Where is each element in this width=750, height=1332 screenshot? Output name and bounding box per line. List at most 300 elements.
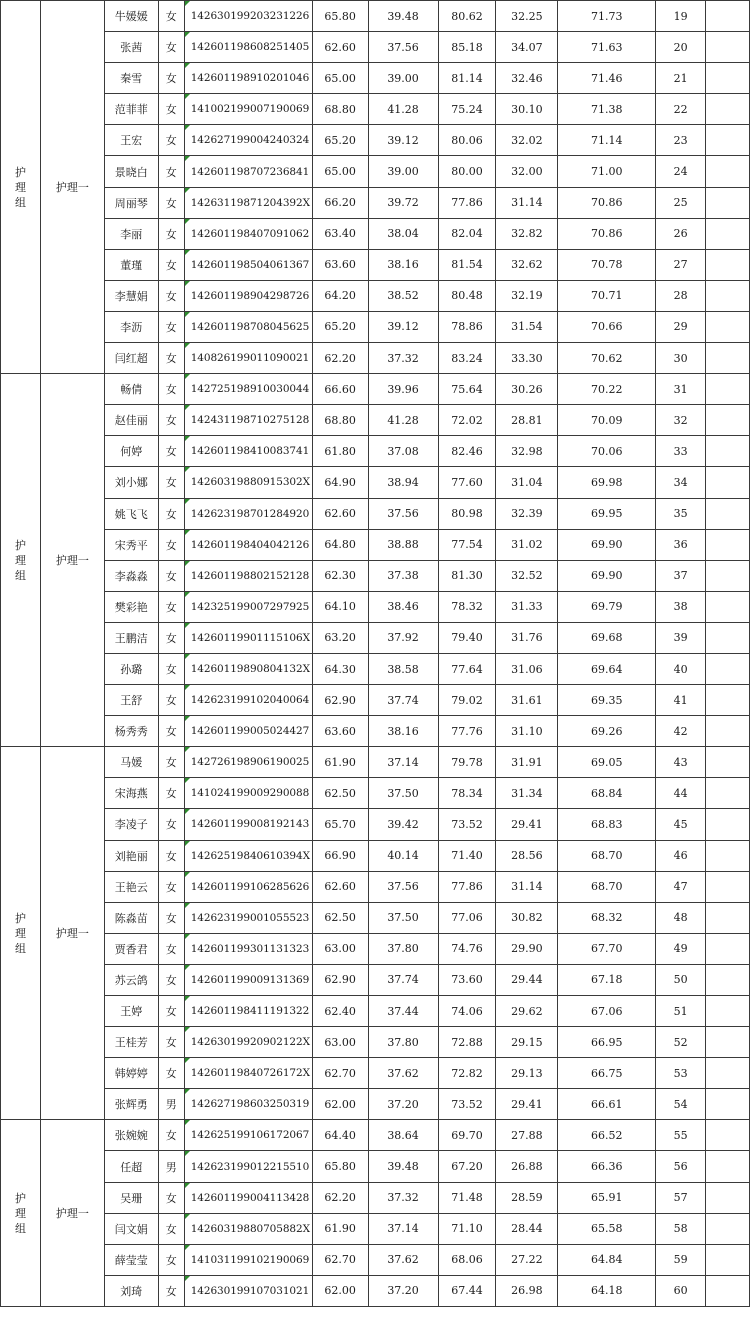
id-number-cell: 142630199107031021 — [184, 1275, 312, 1306]
score-cell: 71.48 — [438, 1182, 496, 1213]
gender-cell: 女 — [158, 902, 184, 933]
group-cell — [1, 1, 41, 374]
empty-cell — [706, 1275, 750, 1306]
score-cell: 62.50 — [312, 902, 368, 933]
empty-cell — [706, 622, 750, 653]
total-score-cell: 71.73 — [558, 1, 656, 32]
id-number-cell: 142627198603250319 — [184, 1089, 312, 1120]
rank-cell: 26 — [656, 218, 706, 249]
score-cell: 62.60 — [312, 32, 368, 63]
name-cell: 董瑾 — [104, 249, 158, 280]
name-cell: 牛媛媛 — [104, 1, 158, 32]
empty-cell — [706, 156, 750, 187]
gender-cell: 女 — [158, 1120, 184, 1151]
table-row — [1, 187, 750, 218]
score-cell: 80.06 — [438, 125, 496, 156]
table-row — [1, 1275, 750, 1306]
score-cell: 75.24 — [438, 94, 496, 125]
rank-cell: 24 — [656, 156, 706, 187]
score-cell: 77.06 — [438, 902, 496, 933]
score-cell: 65.20 — [312, 311, 368, 342]
total-score-cell: 69.64 — [558, 653, 656, 684]
empty-cell — [706, 747, 750, 778]
rank-cell: 47 — [656, 871, 706, 902]
gender-cell: 女 — [158, 32, 184, 63]
rank-cell: 43 — [656, 747, 706, 778]
weighted-score-cell: 29.41 — [496, 809, 558, 840]
score-cell: 63.60 — [312, 249, 368, 280]
id-number-cell: 142601198504061367 — [184, 249, 312, 280]
score-cell: 64.20 — [312, 280, 368, 311]
table-row — [1, 685, 750, 716]
weighted-score-cell: 37.56 — [368, 32, 438, 63]
total-score-cell: 65.91 — [558, 1182, 656, 1213]
table-row — [1, 747, 750, 778]
id-number-cell: 142601198910201046 — [184, 63, 312, 94]
id-number-cell: 142601198608251405 — [184, 32, 312, 63]
weighted-score-cell: 37.50 — [368, 902, 438, 933]
weighted-score-cell: 37.56 — [368, 871, 438, 902]
empty-cell — [706, 467, 750, 498]
score-cell: 65.70 — [312, 809, 368, 840]
score-cell: 62.00 — [312, 1275, 368, 1306]
weighted-score-cell: 37.32 — [368, 1182, 438, 1213]
id-number-cell: 142601199009131369 — [184, 964, 312, 995]
weighted-score-cell: 28.81 — [496, 405, 558, 436]
weighted-score-cell: 37.80 — [368, 933, 438, 964]
weighted-score-cell: 30.82 — [496, 902, 558, 933]
weighted-score-cell: 28.44 — [496, 1213, 558, 1244]
score-cell: 64.30 — [312, 653, 368, 684]
weighted-score-cell: 37.14 — [368, 1213, 438, 1244]
table-row — [1, 1120, 750, 1151]
gender-cell: 女 — [158, 840, 184, 871]
score-cell: 82.04 — [438, 218, 496, 249]
empty-cell — [706, 63, 750, 94]
name-cell: 王婷 — [104, 996, 158, 1027]
empty-cell — [706, 809, 750, 840]
rank-cell: 52 — [656, 1027, 706, 1058]
table-row — [1, 591, 750, 622]
score-cell: 81.54 — [438, 249, 496, 280]
rank-cell: 45 — [656, 809, 706, 840]
weighted-score-cell: 39.42 — [368, 809, 438, 840]
score-cell: 62.50 — [312, 778, 368, 809]
rank-cell: 46 — [656, 840, 706, 871]
gender-cell: 女 — [158, 249, 184, 280]
table-row — [1, 311, 750, 342]
id-number-cell: 142325199007297925 — [184, 591, 312, 622]
table-row — [1, 1151, 750, 1182]
empty-cell — [706, 498, 750, 529]
name-cell: 宋秀平 — [104, 529, 158, 560]
score-cell: 71.10 — [438, 1213, 496, 1244]
score-cell: 66.20 — [312, 187, 368, 218]
rank-cell: 19 — [656, 1, 706, 32]
id-number-cell: 142601198708045625 — [184, 311, 312, 342]
name-cell: 马媛 — [104, 747, 158, 778]
total-score-cell: 71.63 — [558, 32, 656, 63]
name-cell: 何婷 — [104, 436, 158, 467]
weighted-score-cell: 29.41 — [496, 1089, 558, 1120]
weighted-score-cell: 31.91 — [496, 747, 558, 778]
weighted-score-cell: 37.62 — [368, 1058, 438, 1089]
empty-cell — [706, 405, 750, 436]
gender-cell: 女 — [158, 311, 184, 342]
id-number-cell: 142601199005024427 — [184, 716, 312, 747]
id-number-cell: 142601198411191322 — [184, 996, 312, 1027]
total-score-cell: 68.32 — [558, 902, 656, 933]
total-score-cell: 69.98 — [558, 467, 656, 498]
rank-cell: 31 — [656, 374, 706, 405]
id-number-cell: 142623198701284920 — [184, 498, 312, 529]
gender-cell: 女 — [158, 498, 184, 529]
total-score-cell: 65.58 — [558, 1213, 656, 1244]
total-score-cell: 69.68 — [558, 622, 656, 653]
weighted-score-cell: 34.07 — [496, 32, 558, 63]
table-row — [1, 63, 750, 94]
total-score-cell: 71.00 — [558, 156, 656, 187]
table-row — [1, 1182, 750, 1213]
weighted-score-cell: 31.04 — [496, 467, 558, 498]
table-row — [1, 1244, 750, 1275]
empty-cell — [706, 343, 750, 374]
name-cell: 李慧娟 — [104, 280, 158, 311]
score-cell: 65.00 — [312, 156, 368, 187]
weighted-score-cell: 32.52 — [496, 560, 558, 591]
weighted-score-cell: 38.46 — [368, 591, 438, 622]
id-number-cell: 14260319880915302X — [184, 467, 312, 498]
empty-cell — [706, 964, 750, 995]
group-cell — [1, 374, 41, 747]
empty-cell — [706, 280, 750, 311]
score-cell: 64.40 — [312, 1120, 368, 1151]
id-number-cell: 141024199009290088 — [184, 778, 312, 809]
id-number-cell: 141031199102190069 — [184, 1244, 312, 1275]
score-cell: 80.00 — [438, 156, 496, 187]
score-cell: 62.90 — [312, 964, 368, 995]
empty-cell — [706, 32, 750, 63]
weighted-score-cell: 29.15 — [496, 1027, 558, 1058]
score-cell: 85.18 — [438, 32, 496, 63]
id-number-cell: 142601199004113428 — [184, 1182, 312, 1213]
score-cell: 63.60 — [312, 716, 368, 747]
gender-cell: 女 — [158, 778, 184, 809]
gender-cell: 男 — [158, 1151, 184, 1182]
id-number-cell: 14260119840726172X — [184, 1058, 312, 1089]
weighted-score-cell: 31.76 — [496, 622, 558, 653]
name-cell: 刘小娜 — [104, 467, 158, 498]
name-cell: 韩婷婷 — [104, 1058, 158, 1089]
rank-cell: 38 — [656, 591, 706, 622]
name-cell: 李淼淼 — [104, 560, 158, 591]
rank-cell: 41 — [656, 685, 706, 716]
weighted-score-cell: 28.59 — [496, 1182, 558, 1213]
weighted-score-cell: 32.98 — [496, 436, 558, 467]
name-cell: 孙璐 — [104, 653, 158, 684]
gender-cell: 女 — [158, 405, 184, 436]
weighted-score-cell: 32.39 — [496, 498, 558, 529]
table-body — [1, 1, 750, 1307]
name-cell: 贾香君 — [104, 933, 158, 964]
weighted-score-cell: 40.14 — [368, 840, 438, 871]
gender-cell: 女 — [158, 685, 184, 716]
weighted-score-cell: 38.58 — [368, 653, 438, 684]
score-cell: 68.80 — [312, 405, 368, 436]
name-cell: 景晓白 — [104, 156, 158, 187]
id-number-cell: 142623199001055523 — [184, 902, 312, 933]
empty-cell — [706, 591, 750, 622]
table-row — [1, 716, 750, 747]
name-cell: 王桂芳 — [104, 1027, 158, 1058]
table-row — [1, 280, 750, 311]
weighted-score-cell: 37.56 — [368, 498, 438, 529]
score-cell: 73.60 — [438, 964, 496, 995]
name-cell: 李丽 — [104, 218, 158, 249]
gender-cell: 女 — [158, 1244, 184, 1275]
weighted-score-cell: 31.34 — [496, 778, 558, 809]
rank-cell: 27 — [656, 249, 706, 280]
empty-cell — [706, 249, 750, 280]
name-cell: 赵佳丽 — [104, 405, 158, 436]
id-number-cell: 14260119890804132X — [184, 653, 312, 684]
total-score-cell: 66.95 — [558, 1027, 656, 1058]
weighted-score-cell: 38.16 — [368, 716, 438, 747]
id-number-cell: 142601198802152128 — [184, 560, 312, 591]
score-cell: 80.48 — [438, 280, 496, 311]
total-score-cell: 66.61 — [558, 1089, 656, 1120]
table-row — [1, 1058, 750, 1089]
table-row — [1, 94, 750, 125]
weighted-score-cell: 32.82 — [496, 218, 558, 249]
id-number-cell: 142627199004240324 — [184, 125, 312, 156]
subgroup-label: 护理一 — [40, 1, 104, 374]
weighted-score-cell: 31.61 — [496, 685, 558, 716]
weighted-score-cell: 37.32 — [368, 343, 438, 374]
weighted-score-cell: 38.88 — [368, 529, 438, 560]
weighted-score-cell: 37.80 — [368, 1027, 438, 1058]
name-cell: 闫文娟 — [104, 1213, 158, 1244]
score-cell: 80.98 — [438, 498, 496, 529]
group-cell — [1, 747, 41, 1120]
name-cell: 樊彩艳 — [104, 591, 158, 622]
name-cell: 闫红超 — [104, 343, 158, 374]
id-number-cell: 142601198410083741 — [184, 436, 312, 467]
score-cell: 62.00 — [312, 1089, 368, 1120]
table-row — [1, 405, 750, 436]
total-score-cell: 69.05 — [558, 747, 656, 778]
gender-cell: 女 — [158, 871, 184, 902]
score-cell: 77.86 — [438, 871, 496, 902]
gender-cell: 女 — [158, 467, 184, 498]
weighted-score-cell: 32.46 — [496, 63, 558, 94]
gender-cell: 女 — [158, 591, 184, 622]
id-number-cell: 142431198710275128 — [184, 405, 312, 436]
rank-cell: 51 — [656, 996, 706, 1027]
weighted-score-cell: 41.28 — [368, 405, 438, 436]
empty-cell — [706, 1182, 750, 1213]
weighted-score-cell: 32.25 — [496, 1, 558, 32]
score-cell: 61.90 — [312, 1213, 368, 1244]
weighted-score-cell: 32.19 — [496, 280, 558, 311]
gender-cell: 男 — [158, 1089, 184, 1120]
group-label: 护理组 — [14, 165, 26, 209]
name-cell: 杨秀秀 — [104, 716, 158, 747]
name-cell: 李沥 — [104, 311, 158, 342]
total-score-cell: 70.78 — [558, 249, 656, 280]
score-cell: 62.20 — [312, 1182, 368, 1213]
score-cell: 78.32 — [438, 591, 496, 622]
gender-cell: 女 — [158, 622, 184, 653]
id-number-cell: 142725198910030044 — [184, 374, 312, 405]
weighted-score-cell: 39.96 — [368, 374, 438, 405]
total-score-cell: 64.18 — [558, 1275, 656, 1306]
weighted-score-cell: 31.02 — [496, 529, 558, 560]
name-cell: 刘琦 — [104, 1275, 158, 1306]
rank-cell: 40 — [656, 653, 706, 684]
total-score-cell: 64.84 — [558, 1244, 656, 1275]
score-cell: 65.80 — [312, 1, 368, 32]
weighted-score-cell: 31.54 — [496, 311, 558, 342]
weighted-score-cell: 37.50 — [368, 778, 438, 809]
subgroup-label: 护理一 — [40, 747, 104, 1120]
total-score-cell: 69.90 — [558, 529, 656, 560]
name-cell: 秦雪 — [104, 63, 158, 94]
name-cell: 王艳云 — [104, 871, 158, 902]
weighted-score-cell: 39.72 — [368, 187, 438, 218]
score-cell: 72.02 — [438, 405, 496, 436]
gender-cell: 女 — [158, 94, 184, 125]
name-cell: 刘艳丽 — [104, 840, 158, 871]
group-cell — [1, 1120, 41, 1307]
score-cell: 77.86 — [438, 187, 496, 218]
weighted-score-cell: 31.10 — [496, 716, 558, 747]
weighted-score-cell: 37.38 — [368, 560, 438, 591]
table-row — [1, 996, 750, 1027]
score-cell: 78.86 — [438, 311, 496, 342]
score-cell: 75.64 — [438, 374, 496, 405]
rank-cell: 37 — [656, 560, 706, 591]
score-cell: 77.60 — [438, 467, 496, 498]
name-cell: 张婉婉 — [104, 1120, 158, 1151]
score-cell: 66.90 — [312, 840, 368, 871]
gender-cell: 女 — [158, 63, 184, 94]
gender-cell: 女 — [158, 436, 184, 467]
total-score-cell: 71.46 — [558, 63, 656, 94]
empty-cell — [706, 218, 750, 249]
gender-cell: 女 — [158, 1182, 184, 1213]
score-cell: 73.52 — [438, 809, 496, 840]
rank-cell: 25 — [656, 187, 706, 218]
table-row — [1, 809, 750, 840]
gender-cell: 女 — [158, 218, 184, 249]
weighted-score-cell: 37.20 — [368, 1089, 438, 1120]
table-row — [1, 964, 750, 995]
weighted-score-cell: 37.08 — [368, 436, 438, 467]
weighted-score-cell: 27.88 — [496, 1120, 558, 1151]
gender-cell: 女 — [158, 374, 184, 405]
weighted-score-cell: 29.90 — [496, 933, 558, 964]
score-cell: 62.70 — [312, 1058, 368, 1089]
score-cell: 61.80 — [312, 436, 368, 467]
table-row — [1, 32, 750, 63]
rank-cell: 22 — [656, 94, 706, 125]
name-cell: 王鹏洁 — [104, 622, 158, 653]
empty-cell — [706, 1151, 750, 1182]
total-score-cell: 66.36 — [558, 1151, 656, 1182]
rank-cell: 53 — [656, 1058, 706, 1089]
score-cell: 62.60 — [312, 871, 368, 902]
gender-cell: 女 — [158, 933, 184, 964]
weighted-score-cell: 26.98 — [496, 1275, 558, 1306]
total-score-cell: 69.35 — [558, 685, 656, 716]
rank-cell: 56 — [656, 1151, 706, 1182]
score-cell: 78.34 — [438, 778, 496, 809]
rank-cell: 49 — [656, 933, 706, 964]
score-cell: 62.60 — [312, 498, 368, 529]
weighted-score-cell: 29.44 — [496, 964, 558, 995]
rank-cell: 29 — [656, 311, 706, 342]
id-number-cell: 14260319880705882X — [184, 1213, 312, 1244]
total-score-cell: 69.79 — [558, 591, 656, 622]
name-cell: 王舒 — [104, 685, 158, 716]
table-row — [1, 529, 750, 560]
rank-cell: 54 — [656, 1089, 706, 1120]
score-cell: 81.30 — [438, 560, 496, 591]
name-cell: 吴珊 — [104, 1182, 158, 1213]
total-score-cell: 69.90 — [558, 560, 656, 591]
weighted-score-cell: 39.48 — [368, 1, 438, 32]
subgroup-label: 护理一 — [40, 1120, 104, 1307]
name-cell: 张茜 — [104, 32, 158, 63]
weighted-score-cell: 37.20 — [368, 1275, 438, 1306]
weighted-score-cell: 31.06 — [496, 653, 558, 684]
total-score-cell: 70.06 — [558, 436, 656, 467]
score-cell: 68.80 — [312, 94, 368, 125]
id-number-cell: 142601199106285626 — [184, 871, 312, 902]
weighted-score-cell: 30.10 — [496, 94, 558, 125]
score-cell: 77.54 — [438, 529, 496, 560]
empty-cell — [706, 871, 750, 902]
weighted-score-cell: 37.14 — [368, 747, 438, 778]
gender-cell: 女 — [158, 1213, 184, 1244]
table-row — [1, 1089, 750, 1120]
rank-cell: 60 — [656, 1275, 706, 1306]
rank-cell: 58 — [656, 1213, 706, 1244]
empty-cell — [706, 529, 750, 560]
empty-cell — [706, 94, 750, 125]
weighted-score-cell: 32.62 — [496, 249, 558, 280]
name-cell: 宋海燕 — [104, 778, 158, 809]
weighted-score-cell: 29.62 — [496, 996, 558, 1027]
weighted-score-cell: 37.92 — [368, 622, 438, 653]
gender-cell: 女 — [158, 1027, 184, 1058]
gender-cell: 女 — [158, 996, 184, 1027]
score-cell: 71.40 — [438, 840, 496, 871]
rank-cell: 21 — [656, 63, 706, 94]
id-number-cell: 14262519840610394X — [184, 840, 312, 871]
total-score-cell: 71.38 — [558, 94, 656, 125]
rank-cell: 20 — [656, 32, 706, 63]
name-cell: 畅倩 — [104, 374, 158, 405]
total-score-cell: 66.52 — [558, 1120, 656, 1151]
rank-cell: 34 — [656, 467, 706, 498]
table-row — [1, 249, 750, 280]
score-cell: 65.80 — [312, 1151, 368, 1182]
name-cell: 范菲菲 — [104, 94, 158, 125]
score-cell: 79.02 — [438, 685, 496, 716]
score-cell: 73.52 — [438, 1089, 496, 1120]
